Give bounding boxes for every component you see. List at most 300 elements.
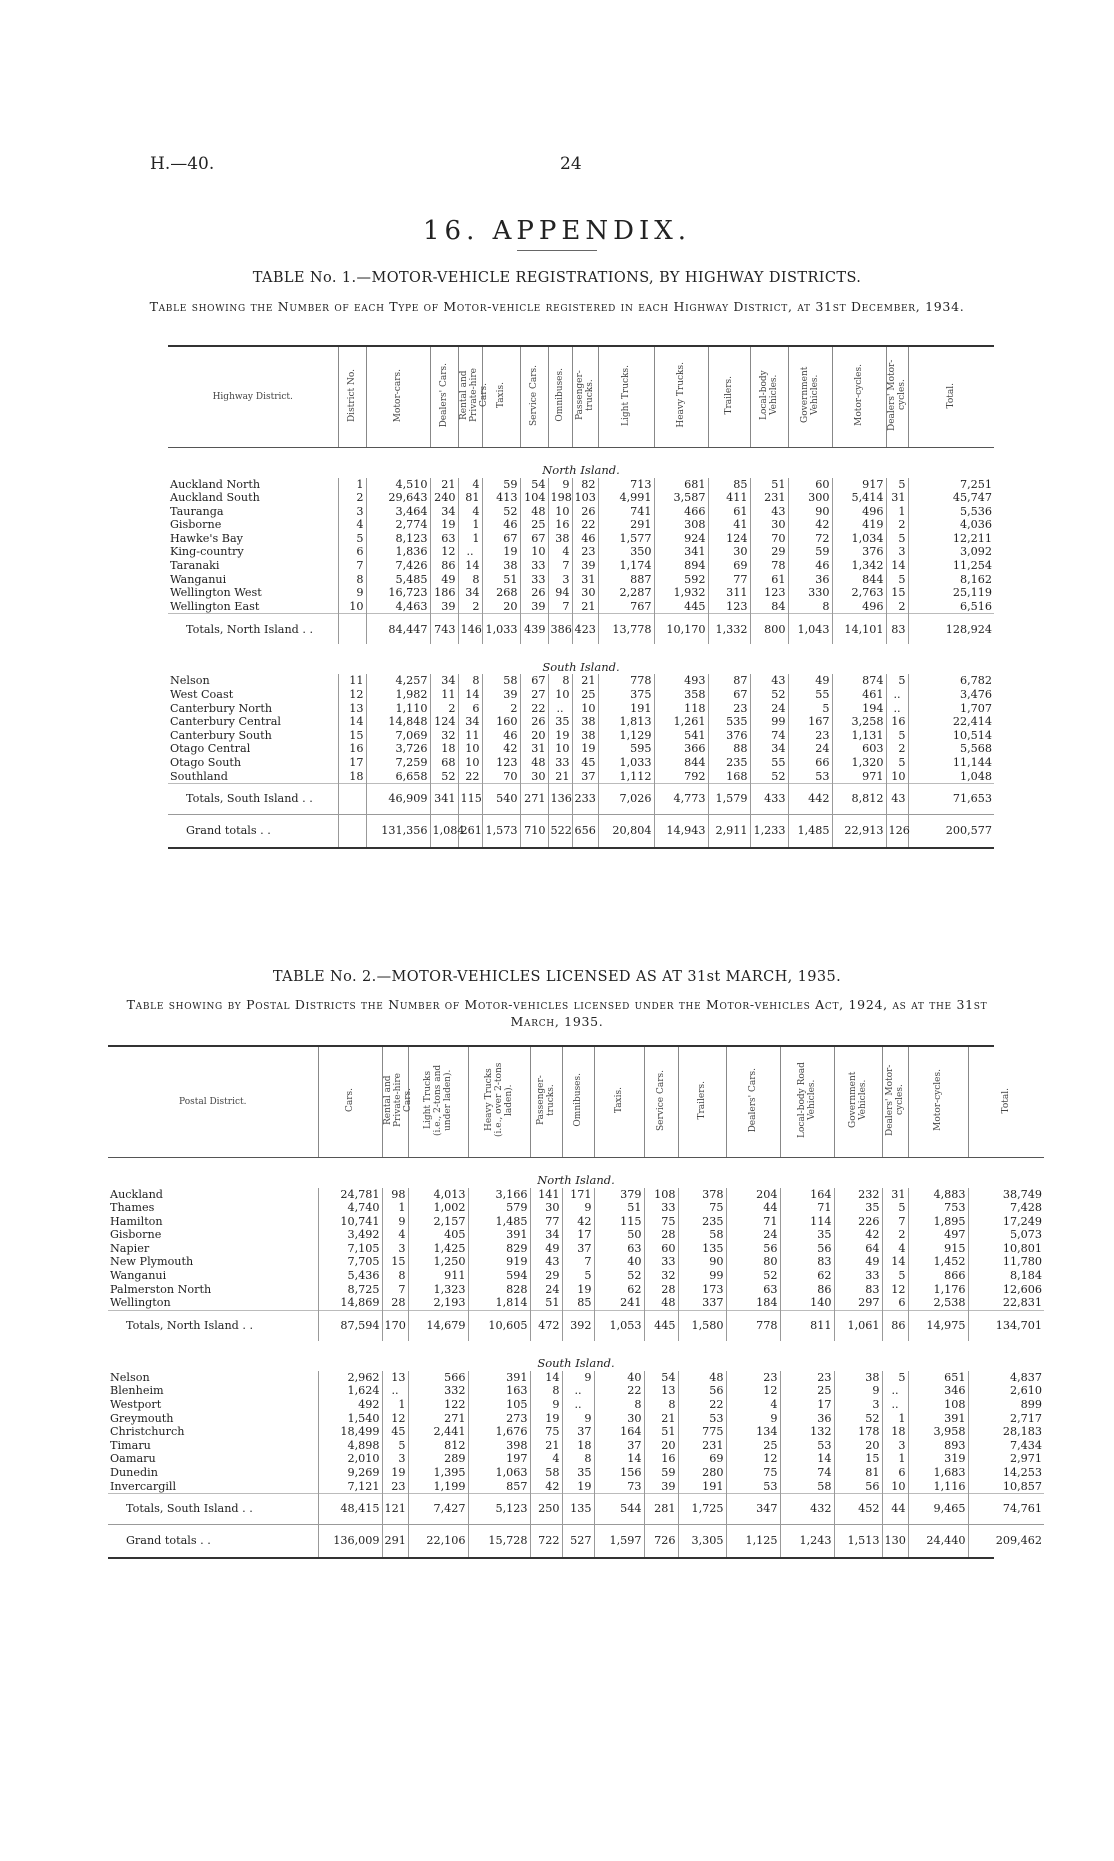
table-row [168, 505, 994, 519]
cell: 1,725 [678, 1494, 726, 1525]
cell: 209,462 [968, 1525, 1044, 1558]
cell: 46 [482, 518, 520, 532]
cell: 233 [572, 784, 598, 815]
cell: 10,857 [968, 1480, 1044, 1494]
cell: 75 [678, 1201, 726, 1215]
cell: 375 [598, 688, 654, 702]
cell: 741 [598, 505, 654, 519]
column-header [366, 347, 430, 447]
cell: 3,258 [832, 715, 886, 729]
cell: 874 [832, 674, 886, 688]
cell: 16 [644, 1452, 678, 1466]
cell: 4 [530, 1452, 562, 1466]
cell: 4,773 [654, 784, 708, 815]
cell: 6 [338, 545, 366, 559]
cell: 497 [908, 1228, 968, 1242]
cell: 14,848 [366, 715, 430, 729]
cell: 5 [886, 573, 908, 587]
cell: 6 [882, 1296, 908, 1310]
cell: 289 [408, 1452, 468, 1466]
cell: 52 [430, 770, 458, 784]
column-header-label: Local-body Road Vehicles. [797, 1062, 817, 1139]
cell: 911 [408, 1269, 468, 1283]
cell: 8,184 [968, 1269, 1044, 1283]
cell: 5 [886, 532, 908, 546]
cell: 432 [780, 1494, 834, 1525]
column-header [882, 1047, 908, 1157]
cell: 7,427 [408, 1494, 468, 1525]
cell: 45 [382, 1425, 408, 1439]
cell: .. [886, 688, 908, 702]
cell: 48,415 [318, 1494, 382, 1525]
cell: 1,053 [594, 1310, 644, 1341]
column-header [598, 347, 654, 447]
cell: 1,485 [788, 815, 832, 848]
cell: 14,101 [832, 614, 886, 645]
row-label: Wellington East [170, 599, 260, 613]
cell: 1 [382, 1201, 408, 1215]
row-label: Canterbury South [170, 728, 272, 742]
cell: 99 [750, 715, 788, 729]
cell: 472 [530, 1310, 562, 1341]
cell: 26 [520, 715, 548, 729]
cell: 496 [832, 505, 886, 519]
appendix-heading: 16. APPENDIX. [423, 216, 691, 246]
cell: 16 [548, 518, 572, 532]
cell: 4 [882, 1242, 908, 1256]
cell: 10 [882, 1480, 908, 1494]
table-row [168, 600, 994, 614]
cell: 15 [886, 586, 908, 600]
cell: 9 [530, 1398, 562, 1412]
cell: 4 [382, 1228, 408, 1242]
cell: 391 [468, 1228, 530, 1242]
cell: 20 [482, 600, 520, 614]
cell: 74 [750, 729, 788, 743]
cell: 108 [644, 1188, 678, 1202]
cell: 184 [726, 1296, 780, 1310]
cell: 34 [430, 505, 458, 519]
cell: .. [548, 702, 572, 716]
cell: 423 [572, 614, 598, 645]
cell: 2,193 [408, 1296, 468, 1310]
cell: 49 [430, 573, 458, 587]
cell: 1,580 [678, 1310, 726, 1341]
cell: 753 [908, 1201, 968, 1215]
cell [338, 815, 366, 848]
table1-subtitle: Table showing the Number of each Type of Motor-vehicle registered in each Highway District, at 31st December, 1934. [149, 299, 965, 314]
column-header [750, 347, 788, 447]
cell: 722 [530, 1525, 562, 1558]
row-label: Dunedin [110, 1466, 158, 1479]
cell: 24 [750, 702, 788, 716]
cell: 3 [382, 1242, 408, 1256]
cell: 22,831 [968, 1296, 1044, 1310]
column-header-label: Motor-cars. [393, 368, 403, 422]
cell: 527 [562, 1525, 594, 1558]
cell: 6 [458, 702, 482, 716]
cell: 25 [726, 1439, 780, 1453]
column-header [408, 1047, 468, 1157]
column-header [468, 1047, 530, 1157]
cell: 540 [482, 784, 520, 815]
cell: 33 [644, 1201, 678, 1215]
cell: 22 [458, 770, 482, 784]
cell: 346 [908, 1384, 968, 1398]
cell: 43 [530, 1255, 562, 1269]
cell: 3 [886, 545, 908, 559]
cell: 78 [750, 559, 788, 573]
cell: 12,606 [968, 1283, 1044, 1297]
cell: 84,447 [366, 614, 430, 645]
cell: 271 [408, 1412, 468, 1426]
cell: 74 [780, 1466, 834, 1480]
cell: 1,452 [908, 1255, 968, 1269]
cell: 2,610 [968, 1384, 1044, 1398]
cell: 7 [382, 1283, 408, 1297]
cell: 69 [678, 1452, 726, 1466]
cell: 44 [882, 1494, 908, 1525]
cell: 22 [520, 702, 548, 716]
cell: 80 [726, 1255, 780, 1269]
cell: 439 [520, 614, 548, 645]
row-label: Grand totals . . [108, 1525, 318, 1558]
cell: 5,536 [908, 505, 994, 519]
cell: 8 [644, 1398, 678, 1412]
cell: 492 [318, 1398, 382, 1412]
cell: 419 [832, 518, 886, 532]
row-label: Hawke's Bay [170, 531, 243, 545]
cell: 1,895 [908, 1215, 968, 1229]
cell: 4,036 [908, 518, 994, 532]
cell: 18 [882, 1425, 908, 1439]
cell: 39 [572, 559, 598, 573]
cell: 46 [572, 532, 598, 546]
cell: 14 [338, 715, 366, 729]
cell: 83 [834, 1283, 882, 1297]
section-label: North Island. [542, 462, 620, 477]
cell: 743 [430, 614, 458, 645]
cell: 775 [678, 1425, 726, 1439]
cell: 33 [520, 573, 548, 587]
column-header-label: Service Cars. [529, 364, 539, 426]
cell: 28 [382, 1296, 408, 1310]
cell: 156 [594, 1466, 644, 1480]
cell: 386 [548, 614, 572, 645]
cell: 94 [548, 586, 572, 600]
row-label: Hamilton [110, 1214, 163, 1228]
cell: 38,749 [968, 1188, 1044, 1202]
row-label: Auckland South [170, 491, 260, 505]
cell: 1,233 [750, 815, 788, 848]
cell: 70 [482, 770, 520, 784]
column-header [548, 347, 572, 447]
cell: 232 [834, 1188, 882, 1202]
cell: 132 [780, 1425, 834, 1439]
table-row [108, 1269, 1044, 1283]
cell: 43 [750, 674, 788, 688]
cell: 1,676 [468, 1425, 530, 1439]
table-row [168, 688, 994, 702]
cell: 9 [562, 1412, 594, 1426]
cell: 9 [548, 478, 572, 492]
cell: 1,323 [408, 1283, 468, 1297]
cell: 36 [788, 573, 832, 587]
cell: 66 [788, 756, 832, 770]
cell: 29 [750, 545, 788, 559]
cell: 200,577 [908, 815, 994, 848]
table-row [108, 1425, 1044, 1439]
cell: 18 [430, 742, 458, 756]
cell: 124 [430, 715, 458, 729]
cell: 2 [430, 702, 458, 716]
cell: 1,573 [482, 815, 520, 848]
grand-total-row [108, 1525, 1044, 1558]
cell: 12 [382, 1412, 408, 1426]
cell: 46 [482, 729, 520, 743]
column-header [788, 347, 832, 447]
row-label: Wanganui [170, 572, 227, 586]
cell: 53 [780, 1439, 834, 1453]
cell: 23 [382, 1480, 408, 1494]
cell: 141 [530, 1188, 562, 1202]
totals-row [168, 784, 994, 815]
cell: 56 [678, 1384, 726, 1398]
cell: 4 [458, 505, 482, 519]
cell: 866 [908, 1269, 968, 1283]
cell: 19 [430, 518, 458, 532]
cell: 297 [834, 1296, 882, 1310]
cell: 1 [886, 505, 908, 519]
cell: 61 [750, 573, 788, 587]
cell: 53 [678, 1412, 726, 1426]
column-header-label: Dealers' Cars. [748, 1068, 758, 1133]
cell: .. [458, 545, 482, 559]
cell: 1 [338, 478, 366, 492]
cell: 226 [834, 1215, 882, 1229]
cell: 812 [408, 1439, 468, 1453]
cell: 121 [382, 1494, 408, 1525]
cell: 22 [572, 518, 598, 532]
cell: 2,763 [832, 586, 886, 600]
cell: 72 [788, 532, 832, 546]
cell: 10,741 [318, 1215, 382, 1229]
cell: 273 [468, 1412, 530, 1426]
cell: 86 [882, 1310, 908, 1341]
cell: 10 [548, 742, 572, 756]
cell: 496 [832, 600, 886, 614]
row-label: Totals, South Island . . [168, 784, 338, 815]
cell: 8 [458, 674, 482, 688]
cell: 1,540 [318, 1412, 382, 1426]
cell: 34 [430, 674, 458, 688]
column-header-label: Total. [946, 382, 957, 408]
cell: 10 [338, 600, 366, 614]
table-row [168, 491, 994, 505]
cell: 73 [594, 1480, 644, 1494]
cell: 971 [832, 770, 886, 784]
cell: 1,707 [908, 702, 994, 716]
cell: 7,426 [366, 559, 430, 573]
table-row [108, 1412, 1044, 1426]
cell: 90 [678, 1255, 726, 1269]
cell: 136,009 [318, 1525, 382, 1558]
cell: 541 [654, 729, 708, 743]
cell: 8 [548, 674, 572, 688]
cell: 75 [726, 1466, 780, 1480]
cell: 122 [408, 1398, 468, 1412]
cell: 4,837 [968, 1371, 1044, 1385]
cell: 49 [530, 1242, 562, 1256]
cell: 7,428 [968, 1201, 1044, 1215]
cell: 778 [726, 1310, 780, 1341]
cell: 350 [598, 545, 654, 559]
cell: 4,510 [366, 478, 430, 492]
row-label: Auckland [110, 1187, 163, 1201]
cell: 24,781 [318, 1188, 382, 1202]
cell: 25 [520, 518, 548, 532]
table-row [108, 1215, 1044, 1229]
cell: 1 [882, 1412, 908, 1426]
cell: 146 [458, 614, 482, 645]
cell: 5 [886, 756, 908, 770]
cell: 1,199 [408, 1480, 468, 1494]
cell: 37 [594, 1439, 644, 1453]
cell: 5 [882, 1201, 908, 1215]
cell: 38 [548, 532, 572, 546]
cell: 87,594 [318, 1310, 382, 1341]
cell: 4 [548, 545, 572, 559]
cell: 24 [726, 1228, 780, 1242]
column-header-label: Dealers' Motor-cycles. [885, 1064, 905, 1136]
cell: 3,492 [318, 1228, 382, 1242]
cell: 28 [644, 1228, 678, 1242]
cell: 171 [562, 1188, 594, 1202]
cell: 16,723 [366, 586, 430, 600]
cell: 5,568 [908, 742, 994, 756]
cell: 261 [458, 815, 482, 848]
table-row [108, 1255, 1044, 1269]
cell: 83 [780, 1255, 834, 1269]
column-header-label: Motor-cycles. [933, 1069, 943, 1132]
cell: 12,211 [908, 532, 994, 546]
cell: 33 [644, 1255, 678, 1269]
cell: 579 [468, 1201, 530, 1215]
cell: 9 [726, 1412, 780, 1426]
cell: 1,485 [468, 1215, 530, 1229]
cell: 466 [654, 505, 708, 519]
row-label: Southland [170, 769, 228, 783]
cell: 594 [468, 1269, 530, 1283]
row-label: Grand totals . . [168, 815, 338, 848]
cell: 13 [382, 1371, 408, 1385]
cell: 250 [530, 1494, 562, 1525]
cell: 535 [708, 715, 750, 729]
cell: 37 [562, 1425, 594, 1439]
cell: 1,342 [832, 559, 886, 573]
cell: 24 [788, 742, 832, 756]
cell: 81 [834, 1466, 882, 1480]
cell: 7,026 [598, 784, 654, 815]
cell: 22,106 [408, 1525, 468, 1558]
cell: 51 [644, 1425, 678, 1439]
table2-subtitle: Table showing by Postal Districts the Number of Motor-vehicles licensed under the Motor-vehicles Act, 1924, as at the 31st March, 1935. [126, 997, 988, 1029]
cell: 461 [832, 688, 886, 702]
cell: 15 [834, 1452, 882, 1466]
cell: 61 [708, 505, 750, 519]
cell: 54 [520, 478, 548, 492]
cell: 3,166 [468, 1188, 530, 1202]
table-row [168, 756, 994, 770]
cell: 12 [338, 688, 366, 702]
cell: 291 [382, 1525, 408, 1558]
column-header [726, 1047, 780, 1157]
cell: 9 [382, 1215, 408, 1229]
cell: 34 [750, 742, 788, 756]
cell: 7 [562, 1255, 594, 1269]
cell: 59 [482, 478, 520, 492]
cell: 1 [882, 1452, 908, 1466]
cell: 10 [458, 756, 482, 770]
cell: 39 [482, 688, 520, 702]
cell: 23 [708, 702, 750, 716]
column-header-label: Highway District. [212, 391, 293, 402]
column-header [678, 1047, 726, 1157]
column-header-label: Taxis. [614, 1087, 624, 1114]
cell: 3,476 [908, 688, 994, 702]
cell: 10 [458, 742, 482, 756]
cell: 7 [548, 600, 572, 614]
cell: 45,747 [908, 491, 994, 505]
cell: 11,144 [908, 756, 994, 770]
cell: 40 [594, 1255, 644, 1269]
row-label: Invercargill [110, 1479, 177, 1493]
cell: 118 [654, 702, 708, 716]
column-header [644, 1047, 678, 1157]
table-row [108, 1439, 1044, 1453]
cell: 29 [530, 1269, 562, 1283]
column-header [168, 347, 338, 447]
column-header [458, 347, 489, 447]
cell: 1 [458, 532, 482, 546]
table-row [168, 532, 994, 546]
cell: 24,440 [908, 1525, 968, 1558]
cell: 1,048 [908, 770, 994, 784]
cell: 67 [482, 532, 520, 546]
cell: 924 [654, 532, 708, 546]
cell: 52 [594, 1269, 644, 1283]
cell: 25 [572, 688, 598, 702]
cell: 67 [520, 674, 548, 688]
cell: 3 [382, 1452, 408, 1466]
cell: 51 [750, 478, 788, 492]
cell: 391 [468, 1371, 530, 1385]
cell: 271 [520, 784, 548, 815]
cell: 29,643 [366, 491, 430, 505]
column-header-label: Heavy Trucks. [676, 362, 686, 429]
cell: 43 [886, 784, 908, 815]
table-row [168, 586, 994, 600]
cell: 77 [530, 1215, 562, 1229]
cell: 45 [572, 756, 598, 770]
table-row [168, 559, 994, 573]
cell: 49 [834, 1255, 882, 1269]
cell: 2,971 [968, 1452, 1044, 1466]
cell: 30 [572, 586, 598, 600]
cell: 6,658 [366, 770, 430, 784]
table-row [168, 742, 994, 756]
cell: 20 [520, 729, 548, 743]
